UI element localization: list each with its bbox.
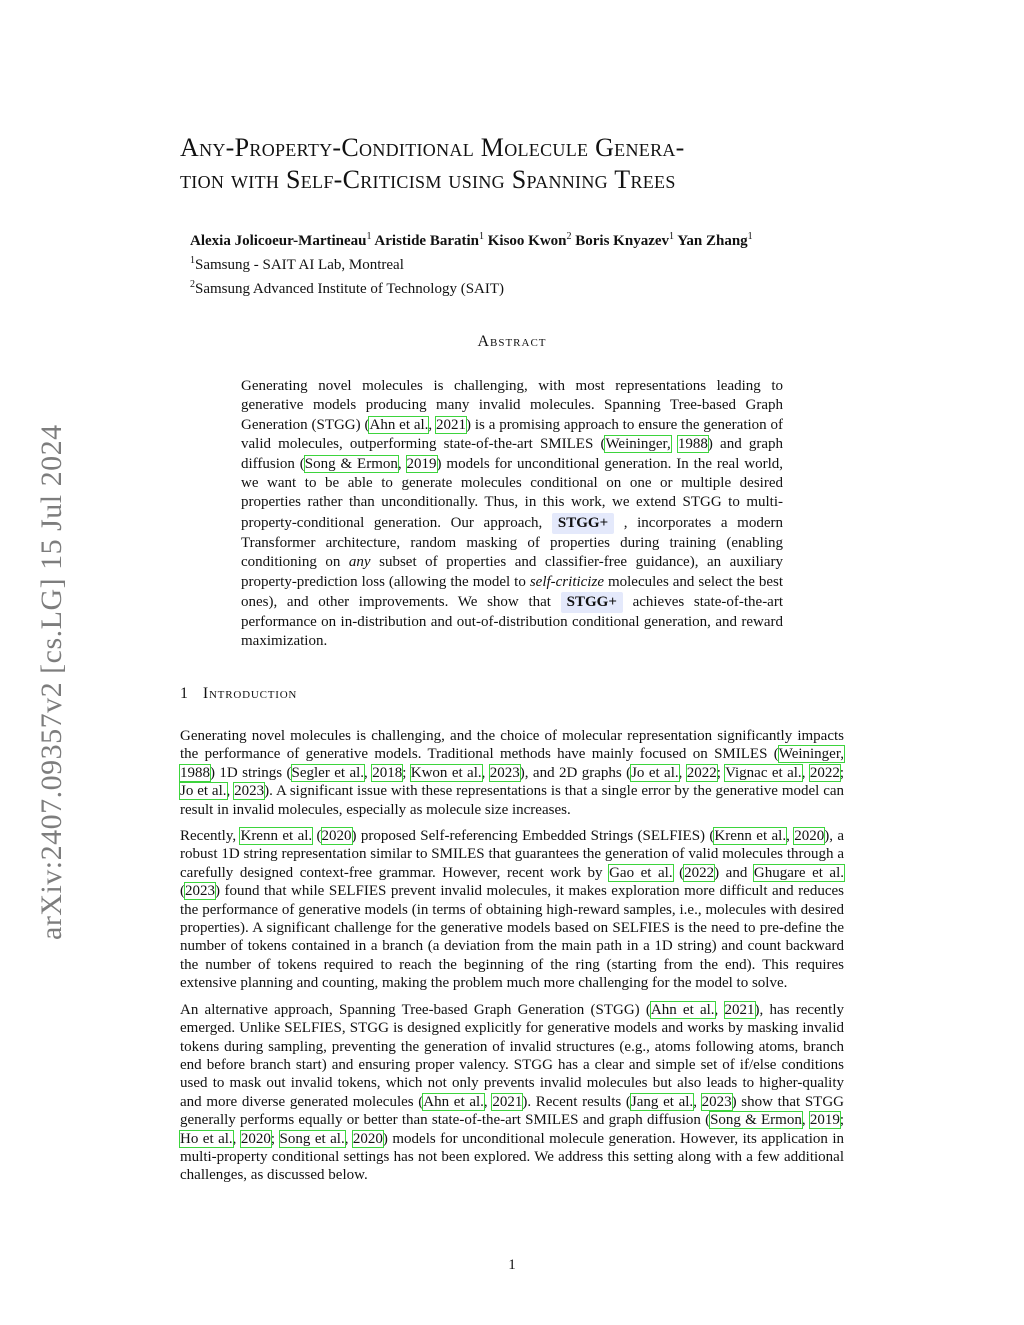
paragraph-text-run: ). A significant issue with these representations is that a single error by the generative model can result in invalid molecules, especially as molecule size increases. xyxy=(180,783,845,818)
abstract-text-run: , incorporates a modern Transformer architecture, random masking of properties during training (enabling conditioning on xyxy=(241,514,783,571)
abstract-text-run: subset of properties and classifier-free guidance), an auxiliary property-prediction loss (allowing the model to xyxy=(241,554,783,590)
citation-link[interactable]: Song et al. xyxy=(279,1130,345,1147)
affiliation-1-mark: 1 xyxy=(190,255,195,266)
author-4-affil: 1 xyxy=(669,231,675,242)
citation-year-link[interactable]: 2023 xyxy=(234,783,265,800)
title-line-2: tion with Self-Criticism using Spanning Trees xyxy=(180,165,676,194)
citation-sep: , xyxy=(364,764,373,781)
citation-link[interactable]: Jang et al. xyxy=(630,1093,694,1110)
author-5: Yan Zhang xyxy=(677,233,748,249)
citation-sep: , xyxy=(226,783,235,800)
citation-year-link[interactable]: 2022 xyxy=(686,764,717,781)
citation-year-link[interactable]: 2023 xyxy=(489,764,520,781)
citation-year-link[interactable]: 2021 xyxy=(436,416,466,433)
abstract-text-run: Generating novel molecules is challenging, with most representations leading to generative models producing many invalid molecules. Spanning Tree-based Graph Generation (STGG) ( xyxy=(241,378,783,433)
citation-sep: ( xyxy=(312,828,322,845)
author-3: Kisoo Kwon xyxy=(487,233,567,249)
citation-sep: , xyxy=(397,455,407,472)
citation-year-link[interactable]: 2022 xyxy=(684,864,715,881)
citation-link[interactable]: Segler et al. xyxy=(291,764,365,781)
paragraph-text-run: ), has recently emerged. Unlike SELFIES, STGG is designed explicitly for generative models and works by masking invalid tokens during sampling, preventing the generation of invalid structures (e.g., atoms following atoms, branch end before branch start) and ensuring proper valency. STGG has a clear and simple set of if/else conditions used to mask out invalid tokens, which not only prevents invalid molecules but also leads to higher-quality and more diverse generated molecules ( xyxy=(180,1001,844,1110)
paragraph-text-run: ), a robust 1D string representation similar to SMILES that guarantees the generation of valid molecules through a carefully designed context-free grammar. However, recent work by xyxy=(180,828,845,881)
citation-year-link[interactable]: 2020 xyxy=(321,828,352,845)
citation-link[interactable]: Ghugare et al. xyxy=(753,864,845,881)
abstract-heading: Abstract xyxy=(477,333,547,350)
citation-year-link[interactable]: 2019 xyxy=(406,455,437,472)
citation-sep: , xyxy=(786,828,795,845)
citation-year-link[interactable]: 2021 xyxy=(492,1093,523,1110)
citation-link[interactable]: Weininger, xyxy=(778,746,844,763)
page-number: 1 xyxy=(508,1257,516,1273)
section-number: 1 xyxy=(180,685,189,702)
author-5-affil: 1 xyxy=(747,231,753,242)
citation-link[interactable]: Gao et al. xyxy=(609,864,673,881)
author-2-affil: 1 xyxy=(479,231,484,242)
citation-link[interactable]: Song & Ermon xyxy=(304,455,398,472)
author-1-affil: 1 xyxy=(366,231,372,242)
citation-link[interactable]: Vignac et al. xyxy=(725,764,802,781)
citation-sep: , xyxy=(678,764,687,781)
paragraph-3 xyxy=(180,1001,844,1185)
citation-link[interactable]: Ho et al. xyxy=(180,1130,233,1147)
citation-sep: , xyxy=(428,416,436,433)
citation-year-link[interactable]: 2019 xyxy=(809,1112,840,1129)
citation-sep: ; xyxy=(839,764,845,781)
paragraph-text-run: ) show that STGG generally performs equally or better than state-of-the-art SMILES and graph diffusion ( xyxy=(180,1093,844,1129)
abstract-text-run: achieves state-of-the-art performance on in-distribution and out-of-distribution conditional generation, and reward maximization. xyxy=(241,594,784,650)
citation-link[interactable]: Jo et al. xyxy=(180,783,227,800)
introduction-body xyxy=(180,727,844,1193)
citation-year-link[interactable]: 2023 xyxy=(701,1093,732,1110)
paragraph-text-run: ) models for unconditional molecule generation. However, its application in multi-property conditional settings has not been explored. We address this setting along with a few additional challenges, as discussed below. xyxy=(180,1130,845,1184)
citation-link[interactable]: Ahn et al. xyxy=(423,1093,484,1110)
citation-sep: , xyxy=(693,1093,702,1110)
citation-year-link[interactable]: 2020 xyxy=(794,828,825,845)
author-1: Alexia Jolicoeur-Martineau xyxy=(190,233,367,249)
abstract-text xyxy=(241,377,783,652)
citation-link[interactable]: Ahn et al. xyxy=(650,1001,715,1018)
citation-sep: ; xyxy=(716,764,726,781)
citation-sep: , xyxy=(483,1093,493,1110)
citation-sep: ; xyxy=(839,1112,844,1129)
citation-link[interactable]: Krenn et al. xyxy=(714,828,787,845)
abstract-text-run: molecules and select the best ones), and other improvements. We show that xyxy=(241,573,783,611)
citation-sep: ( xyxy=(180,883,185,900)
citation-sep: , xyxy=(481,764,490,781)
paragraph-1 xyxy=(180,727,844,819)
author-2: Aristide Baratin xyxy=(374,233,479,249)
abstract-text-run: ) is a promising approach to ensure the generation of valid molecules, outperforming state-of-the-art SMILES ( xyxy=(241,416,783,453)
citation-year-link[interactable]: 2023 xyxy=(185,883,215,900)
abstract-text-run: ) and graph diffusion ( xyxy=(241,436,784,472)
section-heading-introduction xyxy=(180,685,297,703)
citation-year-link[interactable]: 1988 xyxy=(180,764,210,781)
citation-year-link[interactable]: 2018 xyxy=(372,764,403,781)
citation-year-link[interactable]: 2020 xyxy=(352,1130,383,1147)
paragraph-2 xyxy=(180,827,844,993)
paper-title xyxy=(180,132,860,196)
citation-year-link[interactable]: 1988 xyxy=(677,436,708,453)
model-name-highlight: STGG+ xyxy=(561,592,623,613)
emphasis-any: any xyxy=(348,554,371,571)
abstract-text-run: ) models for unconditional generation. In the real world, we want to be able to generate molecules conditional on one or multiple desired properties rather than unconditionally. Thus, in this work, we extend STGG to multi-property-conditional generation. Our approach, xyxy=(241,455,784,531)
paragraph-text-run: ), and 2D graphs ( xyxy=(519,764,632,781)
affiliation-2-mark: 2 xyxy=(190,279,195,290)
author-3-affil: 2 xyxy=(566,231,572,242)
paragraph-text-run: ) and xyxy=(714,864,754,881)
citation-year-link[interactable]: 2021 xyxy=(724,1001,755,1018)
citation-link[interactable]: Ahn et al. xyxy=(369,416,429,433)
model-name-highlight: STGG+ xyxy=(552,513,614,534)
citation-link[interactable]: Krenn et al. xyxy=(240,828,313,845)
citation-sep: ( xyxy=(672,864,685,881)
paragraph-text-run: ) proposed Self-referencing Embedded Strings (SELFIES) ( xyxy=(351,828,715,845)
citation-sep: , xyxy=(344,1130,353,1147)
affiliation-1 xyxy=(190,251,870,275)
citation-sep: , xyxy=(801,1112,810,1129)
citation-sep xyxy=(671,436,678,452)
author-4: Boris Knyazev xyxy=(575,233,670,249)
citation-year-link[interactable]: 2020 xyxy=(240,1130,271,1147)
citation-link[interactable]: Kwon et al. xyxy=(410,764,482,781)
section-title: Introduction xyxy=(202,685,298,702)
citation-sep: , xyxy=(714,1001,725,1018)
citation-sep: ; xyxy=(402,764,411,781)
author-block xyxy=(190,227,870,299)
affiliation-2-text: Samsung Advanced Institute of Technology (SAIT) xyxy=(195,281,505,297)
paragraph-text-run: Generating novel molecules is challenging, and the choice of molecular representation significantly impacts the performance of generative models. Traditional methods have mainly focused on SMILES ( xyxy=(180,728,844,763)
citation-year-link[interactable]: 2022 xyxy=(809,764,840,781)
affiliation-1-text: Samsung - SAIT AI Lab, Montreal xyxy=(195,257,404,273)
emphasis-self-criticize: self-criticize xyxy=(529,573,604,590)
paragraph-text-run: ). Recent results ( xyxy=(522,1093,631,1110)
author-names xyxy=(190,227,870,251)
arxiv-identifier: arXiv:2407.09357v2 [cs.LG] 15 Jul 2024 xyxy=(35,424,68,940)
title-line-1: Any-Property-Conditional Molecule Genera- xyxy=(180,133,685,162)
paragraph-text-run: ) 1D strings ( xyxy=(210,764,292,781)
citation-sep: , xyxy=(801,764,810,781)
citation-link[interactable]: Jo et al. xyxy=(631,764,679,781)
paragraph-text-run: Recently, xyxy=(180,828,241,845)
paragraph-text-run: An alternative approach, Spanning Tree-based Graph Generation (STGG) ( xyxy=(180,1001,651,1018)
citation-sep: ; xyxy=(270,1130,280,1147)
affiliation-2 xyxy=(190,275,870,299)
citation-link[interactable]: Song & Ermon xyxy=(710,1112,802,1129)
citation-link[interactable]: Weininger, xyxy=(605,436,671,453)
paragraph-text-run: ) found that while SELFIES prevent invalid molecules, it makes exploration more difficult and reduces the performance of generative models (in terms of obtaining high-reward samples, i.e., molecules with desired properties). A significant challenge for the generative models based on SELFIES is the need to pre-define the number of tokens contained in a branch (a deviation from the main path in a 1D string) and count backward the number of tokens required to reach the beginning of the ring (starting from the end). This requires extensive planning and counting, making the problem much more challenging for the model to solve. xyxy=(180,883,844,992)
citation-sep: , xyxy=(232,1130,241,1147)
